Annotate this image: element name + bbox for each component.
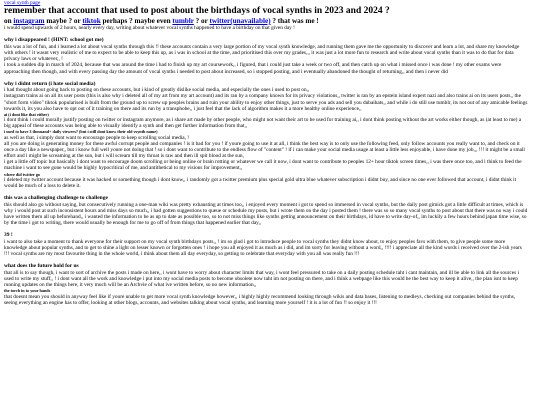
paragraph: i dont think i could morally justify posting on twitter or instagram anymore, as i share art made by other people, who might not want their art to be used for training ai,, i dont think posting without the art works either though, as (at least to me) a big appeal of these accounts was being able to visually identify a synth and then get further information from that,, xyxy=(4,117,522,130)
paragraph: i want to also take a moment to thank everyone for their support on my vocal synth birthdays posts,, ! im so glad i got to introduce people to vocal synths they didnt know about, to enjoy peoples favs with them, to give people some more knowledge about popular synths, and to get to shine a light on lesser known or forgotten ones ! i hope you all enjoyed it as much as i did, and im sorry for leaving without a word,, !!!! i appreciate all the kind words i received over the 2-ish years !!! vocal synths are my most favourite thing in the whole world, i think about them all day everyday, so getting to celebrate that everyday with you all was really fun !!! xyxy=(4,238,522,258)
paragraph: i took a sudden dip in march of 2024, because that was around the time i had to finish up my art coursework,, i figured, that i could just take a week or two off, and then catch up on what i missed once i was done ! my other exams were approaching then though, and with every passing day the amount of vocal synths i needed to post about increased, so i stopped posting, and i eventually abandoned the thought of returning,, and then i never did xyxy=(4,62,502,75)
paragraph: that all is to say though, i want to sort of archive the posts i made on here,, i wont have to worry about character limits that way, i wont feel pressured to take on a daily posting schedule taht i cant maintain, and ill be able to link all the sources i used to write my stuff,, ! i dont want all the work and knowledge i put into my social media posts to become obsolete now taht im not posting on there, and i think a webpage like this would be the best way to keep it alive,, the plan isnt to keep running updates on the things here, it very much will be an Archvie of what ive written before, so no new information,, xyxy=(4,270,519,289)
section-heading-disappeared: why i disappeared ! (HINT: school got me) xyxy=(4,37,104,44)
tumblr-link[interactable]: tumblr xyxy=(172,17,194,25)
subtitle-text: ? that was me ! xyxy=(272,17,319,25)
paragraph: all you are doing is generating money for these awful corrupt people and companies ! is it bad for you ! if youre going to use it at all, i think the best way is to only use the following feed, only follow accounts you really want to, and check on it once a day like a newspaper,, but i know full well youre not doing that ! so i dont want to contribute to the endless flow of "content" ! if i can make your social media usage at least a little less enjoyable, i have done my job,,, !!! it might be a small effort and i might be screaming at the sun, but i will scream till my throat is raw and then ill spit blood at the sun, xyxy=(4,140,525,160)
paragraph: that doesnt mean you should in anyway feel like if youre unable to get more vocal synth knowledge however,, i highly highly recommend looking through wikis and data bases, listening to medleys, checking out companies behind the synths, seeing everything an engine has to offer, looking at other blogs, accounts, and websites talking about vocal synths, and learning more yourself ! it is a lot of fun !! so enjoy it !!! xyxy=(4,293,516,306)
subtitle-text: maybe ? or xyxy=(46,17,81,25)
instagram-link[interactable]: instagram xyxy=(13,17,45,25)
intro-text: i would spend upwards of 2 hours, nearly every day, writing about whatever vocal synths happened to have a birthday on that given day ! xyxy=(4,25,295,32)
page-title: remember that account that used to post about the birthdays of vocal synths in 2023 and 2024 ? xyxy=(4,6,390,17)
paragraph: i deleted my twitter account because it was hacked or something though i dont know,, i randomly got a twitter premium plus special gold ultra blue whatever subscription i didnt buy, and since no one ever followed that account, i didnt think it would be much of a loss to delete it. xyxy=(4,176,517,189)
sub-heading: where did twitter go xyxy=(4,171,41,177)
paragraph: as well as that, i simply dont want to encourage people to keep scrolling social media, ! xyxy=(4,134,190,141)
vocal-synth-page-link[interactable]: vocal synth page xyxy=(4,0,41,6)
subtitle-text: on xyxy=(4,17,12,25)
paragraph: this was a lot of fun, and i learned a lot about vocal synths through this !! these accounts contain a very large portion of my vocal synth knowledge, and running them gave me the opportunity to discover and learn a lot, and share my knowledge with others ! it wasnt very realistic of me to expect to be able to keep this up, as i was in school at the time, and prioritised this over my grades,,, it was just a lot more fun to research and write about vocal synths than it was to do that for data privacy laws or whatever,, ! xyxy=(4,43,520,63)
section-heading-39: 39 ! xyxy=(4,232,13,239)
section-heading-challenge: this was a challenging challenge to challenge xyxy=(4,195,108,202)
paragraph: instagram trains ai on all its user posts (this is also why i deleted all of my art from my art account) and its ran by a company known for its privacy violations,, twitter is ran by an epstein island expert nazi and also trains ai on its users posts,, the "short form video" tiktok popularised is built from the ground up to screw up peoples brains and ruin your ability to enjoy other things, just to serve you ads and sell you dubaihats,, and while i do still use tumblr, its not out of any amicable feelings towards it, its you also have to opt out of it training on there and its run by a transphobe,, i just feel that the lack of algorithm makes it a more healthy online experience,, xyxy=(4,93,528,112)
subtitle-text: ? or xyxy=(195,17,208,25)
sub-heading: i used to have 3 thousand+ daily viewers? (but i still dont know their old vsynth name) xyxy=(4,129,158,135)
sub-heading: the torch in to your hands xyxy=(4,288,51,294)
paragraph: i get a little off topic but basically i dont want to encourage doom scrolling or being online or brain rotting or whatever we call it now, i dont want to contribute to peoples 12+ hour tiktok screen times,, i was there once too, and i think to feed the machine i want to see gone would be highly hypocritical of me, and antithetical to my visions for improvement,, xyxy=(4,159,522,172)
section-heading-didnt-return: why i didnt return (i hate social media) xyxy=(4,80,96,87)
paragraph: this should also go without saying, but consecutively running a one-man wiki was pretty exhausting at times too,, i enjoyed every moment i got to spend so immersed in vocal synths, but the daily post gimick got a little difficult at times, which is why i would post at such inconsistent hours and miss days so much,, i had gotten suggestions to queue or schedule my posts, but i wrote them on the day i posted them ! there was so so many vocal synths to post about that there was no way i could have written them all up beforehand,, i wanted the information to be as up to date as possible too, so to not miss things like synths getting announcement on their birthdays, id have to write day-of,, im luckily a few hours behind japan time wise, so by the time i got to writing, there would usually be enough for me to go off of from things that happened earlier that day,, xyxy=(4,201,528,227)
tiktok-link[interactable]: tiktok xyxy=(82,17,101,25)
section-heading-future: what does the future hold for us xyxy=(4,263,79,270)
paragraph: i had thought about going back to posting on these accounts, but i kind of greatly dislike social media, and especially the ones i used to post on,, xyxy=(4,87,310,94)
sub-heading: ai (i dont like that either) xyxy=(4,111,49,117)
page-subtitle xyxy=(4,17,528,25)
twitter-link[interactable]: twitter(unavailable) xyxy=(209,17,271,25)
subtitle-text: perhaps ? maybe even xyxy=(102,17,171,25)
